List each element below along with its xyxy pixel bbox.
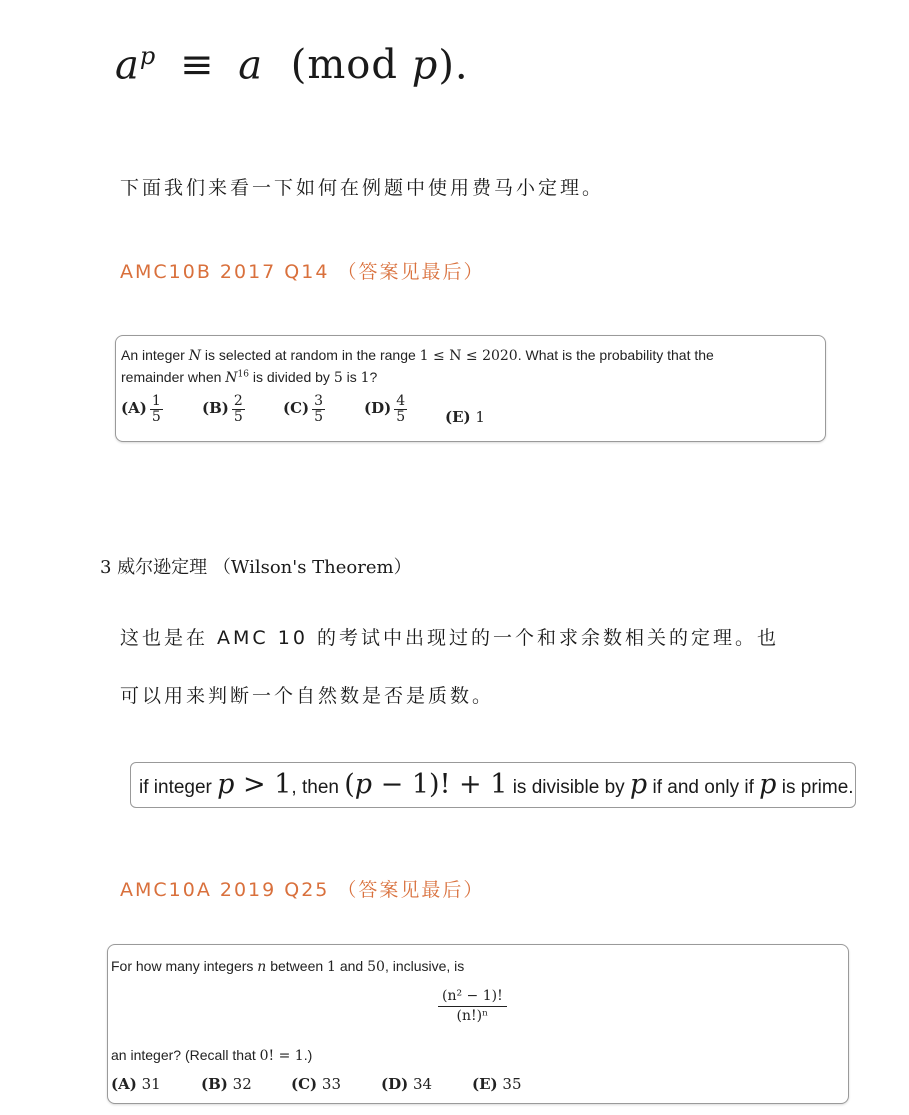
fraction-numerator: 2 [233,393,243,409]
formula-exponent-p: p [139,42,157,70]
stmt-text: is divisible by [507,777,630,798]
q1-var-n: N [188,348,201,364]
q1-text: is [342,369,361,385]
q2-expression: 0! = 1 [259,1048,304,1064]
wilson-statement [139,769,854,800]
wilson-paragraph-line2: 可以用来判断一个自然数是否是质数。 [120,685,495,707]
q2-fraction-denominator: (n!)ⁿ [456,1007,489,1024]
stmt-var-p: p [759,769,777,800]
q1-text: . What is the probability that the [517,347,714,363]
fermat-formula [115,42,469,88]
q1-choice-e [445,408,485,426]
q2-fraction-numerator: (n² − 1)! [438,987,507,1007]
q1-text: is selected at random in the range [200,347,420,363]
choice-value: 32 [232,1075,252,1093]
fraction-denominator: 5 [233,408,243,425]
choice-label: (B) [202,399,229,418]
q1-text: is divided by [248,369,334,385]
choice-label: (A) [121,399,147,418]
q2-choice-c [291,1075,341,1093]
choice-label: (D) [364,399,392,418]
choice-fraction [312,394,325,424]
q1-heading: AMC10B 2017 Q14 （答案见最后） [120,261,485,283]
choice-fraction [150,394,163,424]
stmt-expression: − 1)! + 1 [372,769,508,800]
q2-line3 [111,1047,312,1064]
intro-paragraph: 下面我们来看一下如何在例题中使用费马小定理。 [120,177,605,199]
formula-rhs-a: a [238,42,264,89]
q1-line2 [121,369,377,386]
q2-heading: AMC10A 2019 Q25 （答案见最后） [120,879,485,901]
choice-label: (C) [291,1075,318,1093]
q2-choice-b [201,1075,252,1093]
choice-value: 34 [412,1075,433,1093]
stmt-paren: ( [344,769,355,800]
stmt-text: , then [291,777,345,798]
q1-var-n: N [225,370,238,386]
choice-label: (B) [201,1075,228,1093]
q2-text: For how many integers [111,958,258,974]
q2-text: an integer? (Recall that [111,1047,260,1063]
fraction-numerator: 4 [396,393,406,409]
choice-label: (E) [472,1075,498,1093]
fraction-numerator: 1 [151,393,161,409]
q2-fraction [438,987,507,1026]
q2-choice-d [381,1075,432,1093]
q2-text: , inclusive, is [384,958,465,974]
q2-choice-a [111,1075,161,1093]
q1-line1 [121,347,714,364]
formula-mod-close: ). [438,42,469,89]
q2-problem-box [107,944,849,1104]
q1-exponent: 16 [237,369,249,380]
choice-label: (A) [111,1075,137,1093]
wilson-statement-box [130,762,856,808]
stmt-text: is prime. [776,777,854,798]
formula-mod-open: (mod [290,42,412,89]
fraction-denominator: 5 [396,408,406,425]
q1-five: 5 [333,370,343,386]
choice-fraction [232,394,245,424]
q2-text: and [335,958,368,974]
q2-one: 1 [327,959,336,975]
q1-choice-d [364,394,410,424]
q2-text: .) [303,1047,313,1063]
formula-a: a [115,42,140,89]
q1-text: remainder when [121,369,226,385]
q1-one: 1 [360,370,370,386]
choice-label: (C) [283,399,310,418]
wilson-heading: 3 威尔逊定理 （Wilson's Theorem） [100,557,412,578]
q2-text: between [266,958,328,974]
stmt-text: if and only if [647,777,760,798]
choice-label: (E) [445,408,471,426]
q2-choice-e [472,1075,522,1093]
q1-choice-b [202,394,248,424]
fraction-denominator: 5 [314,408,324,425]
stmt-var-p: p [217,769,235,800]
stmt-var-p: p [629,769,648,800]
fraction-numerator: 3 [314,393,324,409]
formula-mod-p: p [411,42,439,89]
choice-fraction [394,394,407,424]
choice-value: 33 [321,1075,342,1093]
q2-line1 [111,958,464,975]
wilson-paragraph-line1: 这也是在 AMC 10 的考试中出现过的一个和求余数相关的定理。也 [120,627,779,649]
stmt-var-p: p [354,769,373,800]
q1-range: 1 ≤ N ≤ 2020 [419,348,518,364]
q1-text: ? [369,369,378,385]
choice-value: 31 [141,1075,161,1093]
choice-value: 1 [475,408,485,426]
q2-var-n: n [257,959,267,975]
q1-problem-box [115,335,826,442]
q1-choice-a [121,394,166,424]
choice-label: (D) [381,1075,409,1093]
choice-value: 35 [502,1075,522,1093]
q1-text: An integer [121,347,189,363]
q2-fifty: 50 [367,959,385,975]
q1-choice-c [283,394,328,424]
fraction-denominator: 5 [151,408,161,425]
formula-equiv: ≡ [179,42,215,89]
stmt-text: if integer [139,777,218,798]
stmt-gt-one: > 1 [234,769,292,800]
